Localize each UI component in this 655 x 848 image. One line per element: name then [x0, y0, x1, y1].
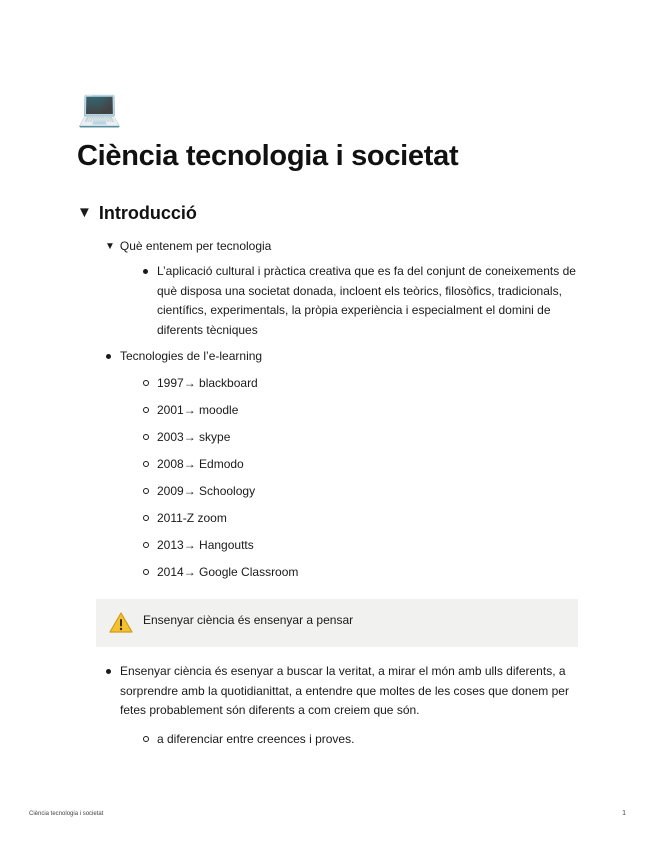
- section-heading: Introducció: [98, 203, 197, 223]
- list-item: 2014→ Google Classroom: [142, 563, 579, 583]
- warning-icon: [108, 610, 134, 636]
- elearning-list: [105, 347, 579, 367]
- teaching-list: [105, 662, 579, 721]
- triangle-down-icon[interactable]: ▼: [77, 204, 92, 221]
- list-item: L’aplicació cultural i pràctica creativa que es fa del conjunt de coneixements de què disposa una societat donada, incloent els teòrics, filosòfics, tradicionals, científics, experimentals, la pròpia experiència i especialment el domini de diferents tècniques: [142, 262, 579, 340]
- list-item: 2003→ skype: [142, 428, 579, 448]
- callout-text: Ensenyar ciència és ensenyar a pensar: [143, 613, 354, 627]
- footer-title: Ciència tecnologia i societat: [29, 811, 104, 817]
- page-content: [77, 88, 579, 749]
- triangle-down-icon[interactable]: ▼: [105, 240, 115, 252]
- list-item: 2001→ moodle: [142, 401, 579, 421]
- toggle-label: Què entenem per tecnologia: [119, 239, 272, 253]
- page-title: Ciència tecnologia i societat: [77, 140, 459, 172]
- laptop-icon: 💻: [77, 87, 122, 128]
- list-item: 1997→ blackboard: [142, 374, 579, 394]
- list-item: Ensenyar ciència és esenyar a buscar la veritat, a mirar el món amb ulls diferents, a sorprendre amb la quotidianittat, a entendre que moltes de les coses que donem per fetes probablement són diferents a com creiem que són.: [105, 662, 579, 721]
- page-number: 1: [622, 810, 626, 817]
- list-item: 2008→ Edmodo: [142, 455, 579, 475]
- elearning-years-list: [142, 374, 579, 583]
- list-item: 2011-Z zoom: [142, 509, 579, 529]
- list-item: 2009→ Schoology: [142, 482, 579, 502]
- toggle-content-list: [142, 262, 579, 340]
- section-toggle-introduccio[interactable]: [77, 202, 579, 224]
- toggle-que-entenem[interactable]: [105, 239, 579, 253]
- callout: [96, 599, 578, 647]
- list-item: a diferenciar entre creences i proves.: [142, 730, 579, 750]
- list-item: 2013→ Hangoutts: [142, 536, 579, 556]
- teaching-sub-list: [142, 730, 579, 750]
- list-item-elearning: Tecnologies de l’e-learning: [105, 347, 579, 367]
